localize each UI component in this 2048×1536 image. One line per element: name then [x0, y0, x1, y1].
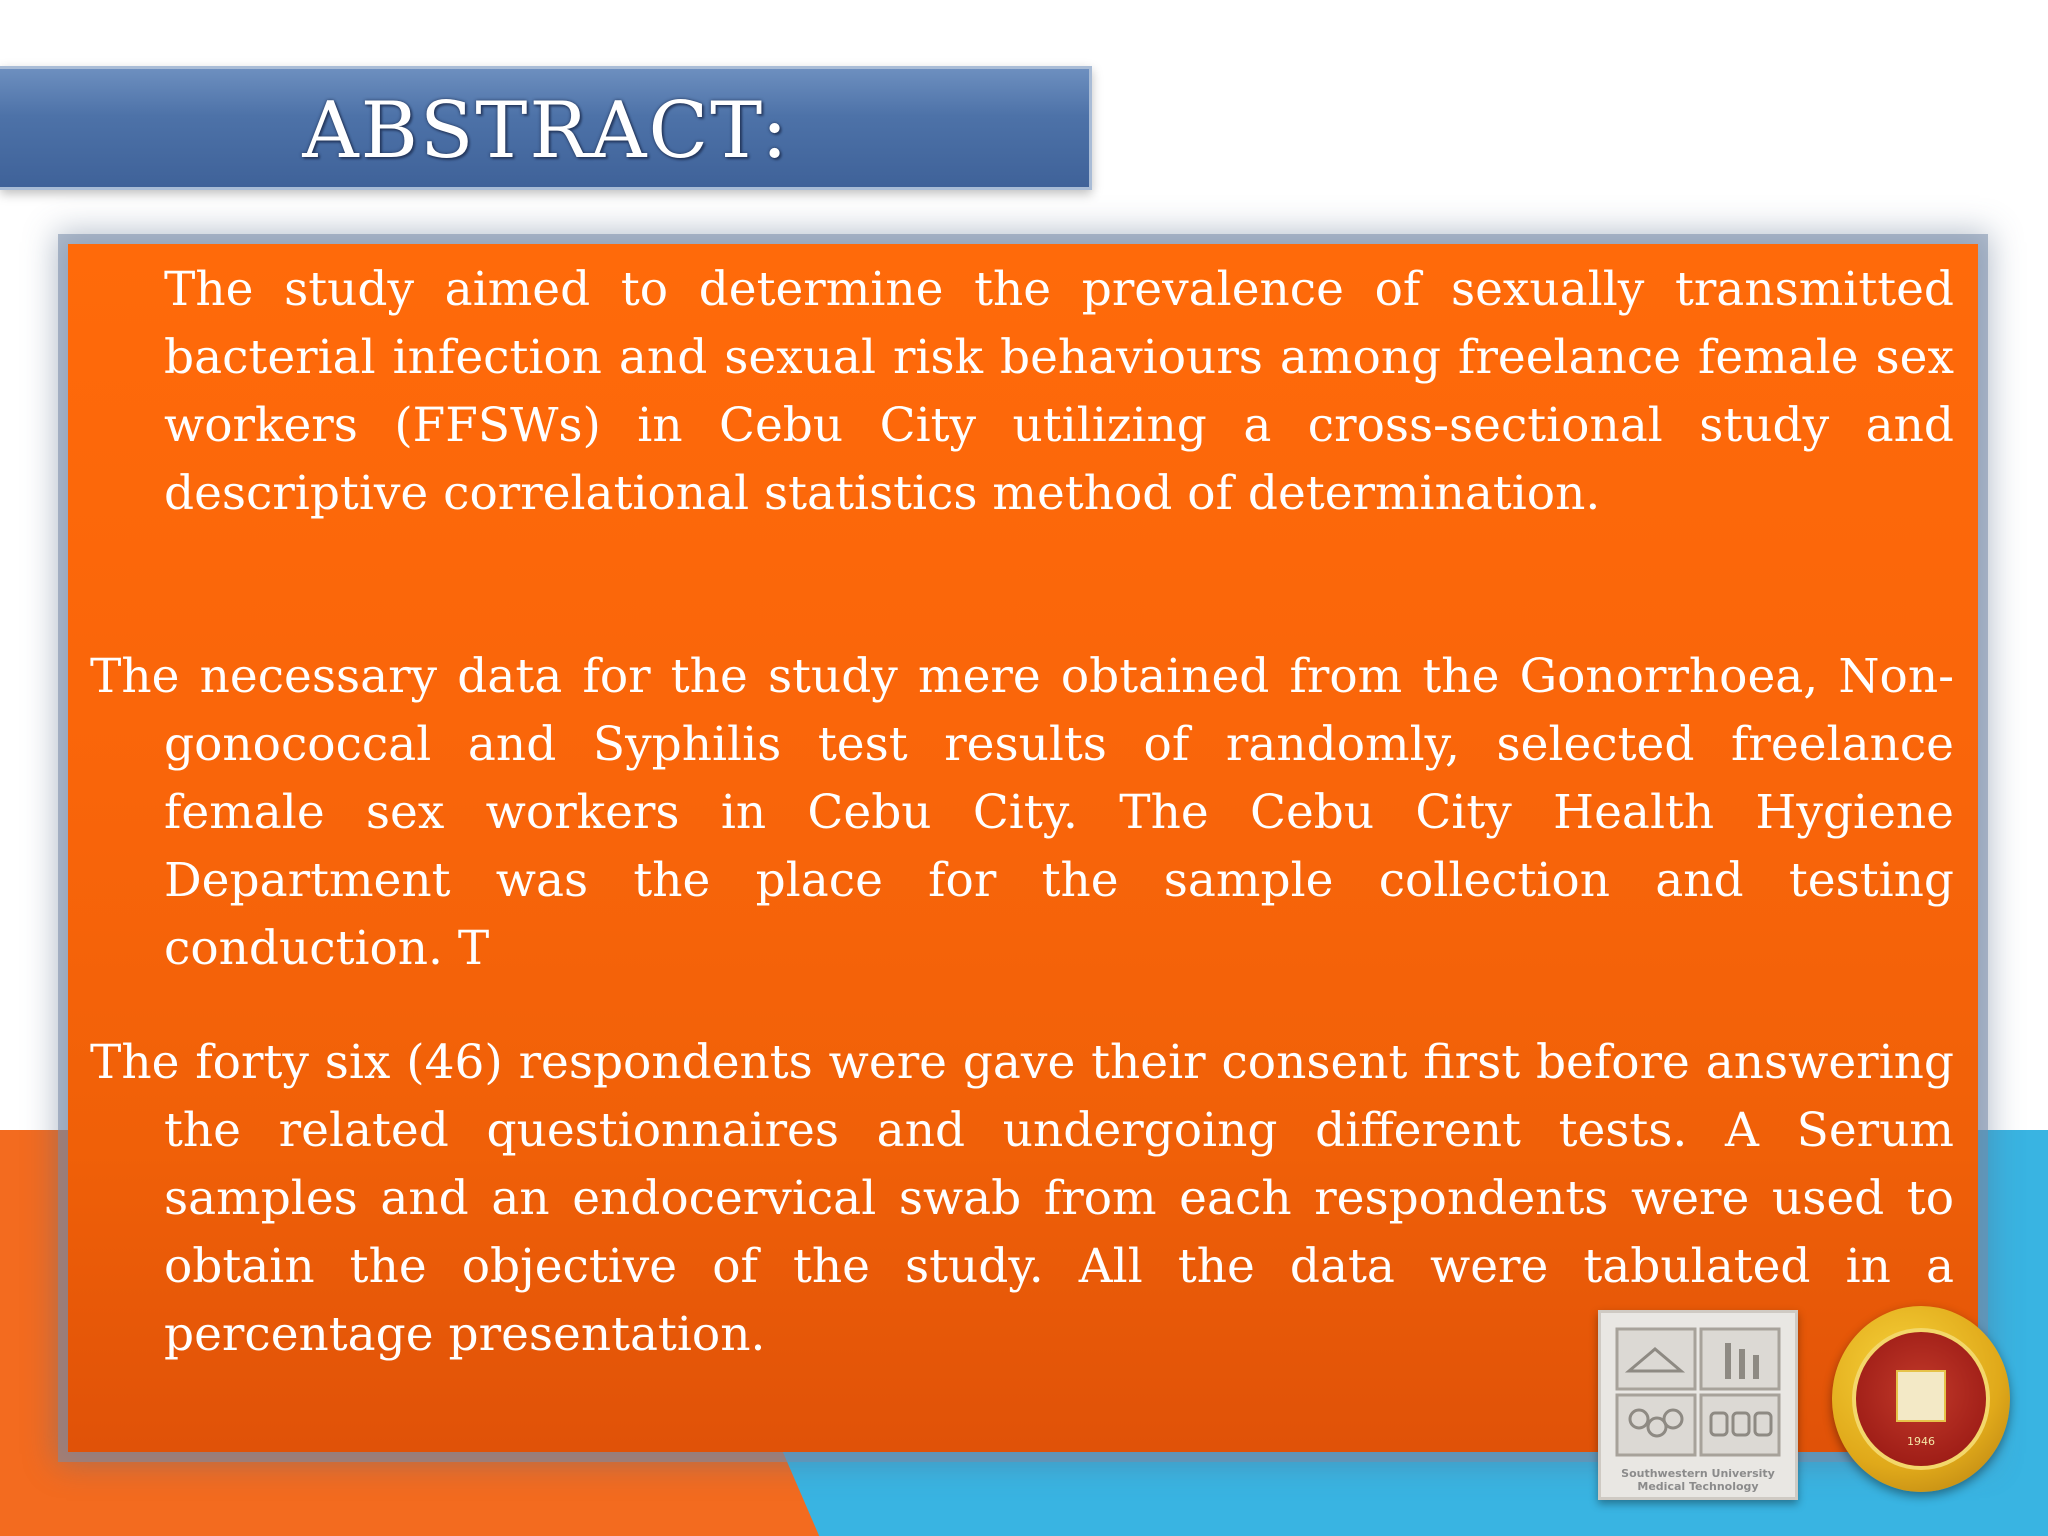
abstract-paragraph-1: The study aimed to determine the prevalence of sexually transmitted bacterial infection and sexual risk behaviours among freelance female sex workers (FFSWs) in Cebu City utilizing a cross-sectional study and descriptive correlational statistics method of determination. — [164, 262, 1954, 521]
lab-equipment-icon — [1615, 1327, 1781, 1457]
abstract-paragraph-2: The necessary data for the study mere obtained from the Gonorrhoea, Non-gonococcal and Syphilis test results of randomly, selected freelance female sex workers in Cebu City. The Cebu City Health Hygiene Department was the place for the sample collection and testing conduction. T — [90, 649, 1954, 976]
seal-inner — [1852, 1328, 1990, 1470]
logo-caption: Southwestern University Medical Technology — [1621, 1467, 1775, 1493]
book-icon — [1896, 1370, 1946, 1422]
slide-title: ABSTRACT: — [302, 86, 790, 176]
abstract-paragraph-3: The forty six (46) respondents were gave their consent first before answering the related questionnaires and undergoing different tests. A Serum samples and an endocervical swab from each respondents were used to obtain the objective of the study. All the data were tabulated in a percentage presentation. — [90, 1035, 1954, 1362]
university-seal — [1832, 1306, 2010, 1492]
title-bar — [0, 66, 1092, 190]
seal-year: 1946 — [1907, 1435, 1935, 1448]
medical-technology-logo — [1598, 1310, 1798, 1500]
abstract-panel — [68, 244, 1978, 1452]
